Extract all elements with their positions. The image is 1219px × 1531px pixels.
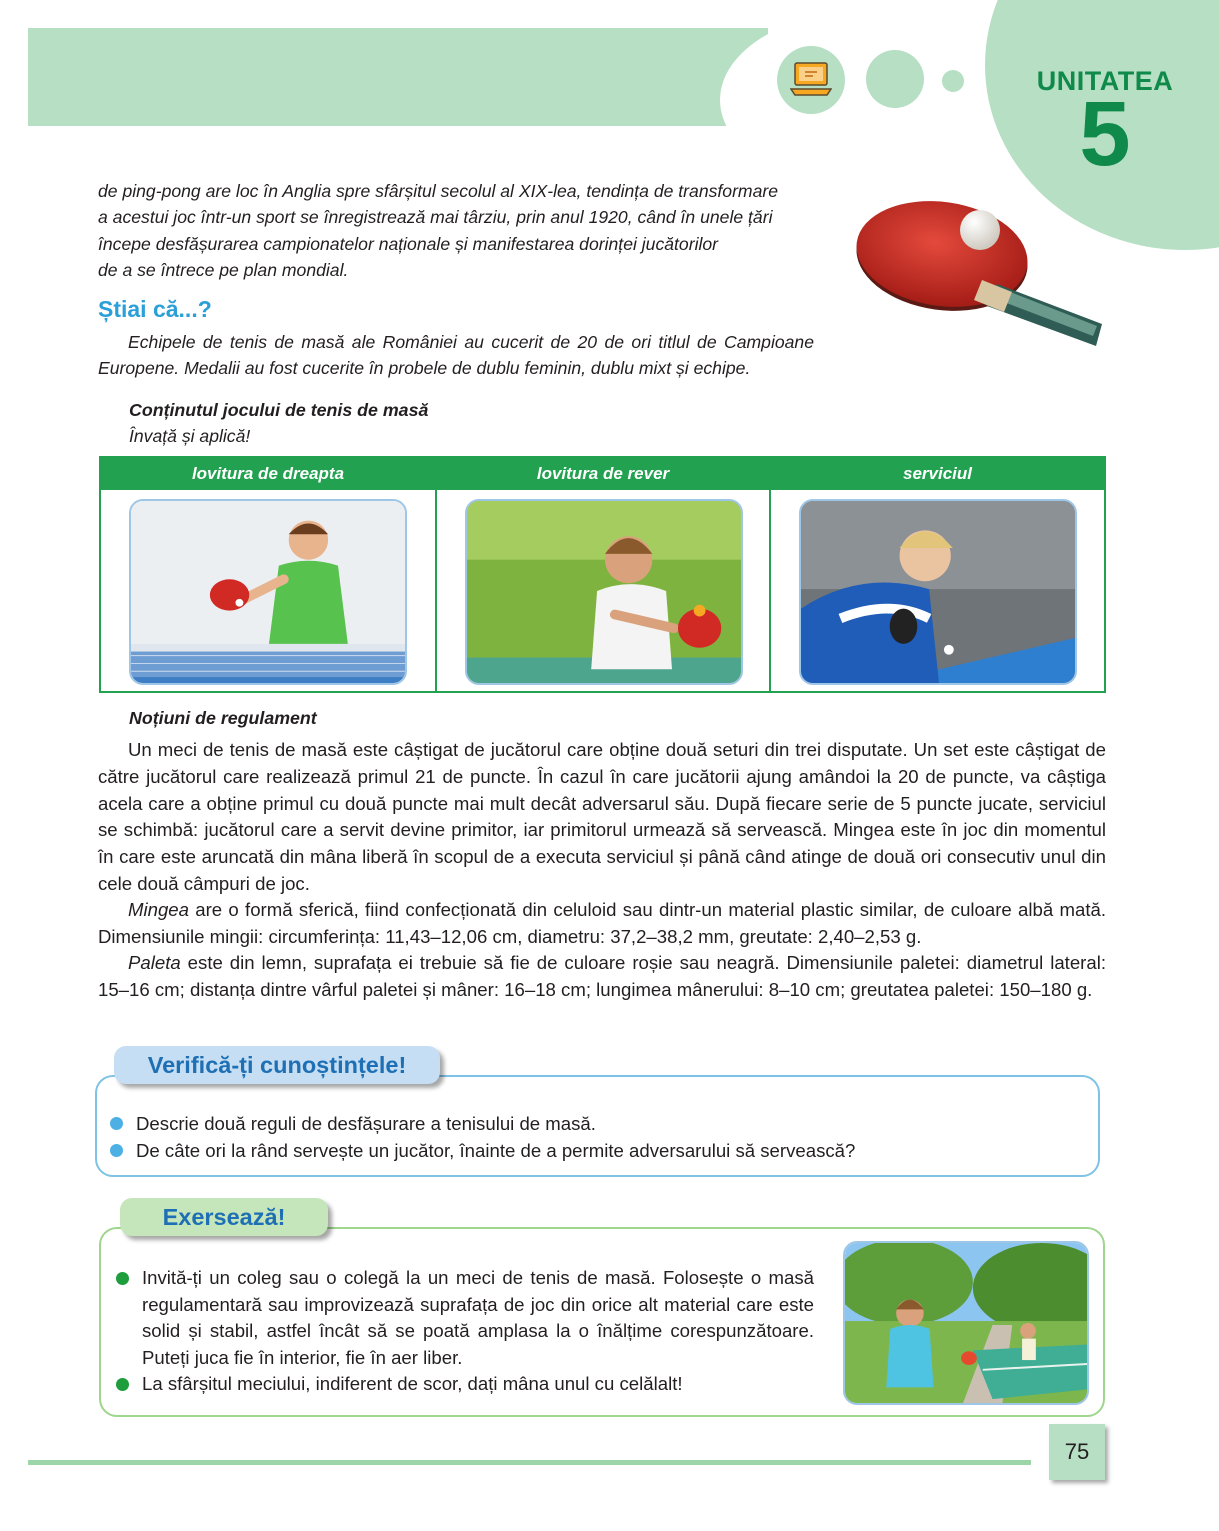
did-you-know-title: Știai că...? — [98, 296, 212, 322]
bullet-icon — [116, 1272, 129, 1285]
verify-list — [108, 1110, 1088, 1164]
forehand-photo — [129, 499, 407, 685]
decorative-dot — [942, 70, 964, 92]
bullet-icon — [116, 1378, 129, 1391]
header-notch — [720, 10, 1020, 190]
ball-term: Mingea — [128, 899, 189, 920]
serve-photo — [799, 499, 1077, 685]
stroke-header: lovitura de rever — [437, 458, 769, 490]
paddle-paragraph — [98, 950, 1106, 1004]
content-subtitle: Învață și aplică! — [129, 426, 251, 446]
verify-title: Verifică-ți cunoștințele! — [114, 1046, 440, 1084]
laptop-icon — [790, 60, 832, 98]
page-number: 75 — [1049, 1424, 1105, 1480]
exercise-list — [114, 1265, 814, 1398]
intro-line: de a se întrece pe plan mondial. — [98, 259, 349, 280]
ball-paragraph — [98, 897, 1106, 951]
header-band — [28, 28, 768, 126]
verify-item-text: De câte ori la rând servește un jucător, înainte de a permite adversarului să servească? — [136, 1140, 856, 1161]
stroke-column — [435, 458, 769, 691]
intro-line: de ping-pong are loc în Anglia spre sfârșitul secolul al XIX-lea, tendința de transformare — [98, 181, 779, 201]
intro-line: începe desfășurarea campionatelor naționale și manifestarea dorinței jucătorilor — [98, 233, 719, 254]
did-you-know-text: Echipele de tenis de masă ale României au cucerit de 20 de ori titlul de Campioane Europene. Medalii au fost cucerite în probele de dublu feminin, dublu mixt și echipe. — [98, 332, 814, 378]
exercise-title: Exersează! — [120, 1198, 328, 1236]
stroke-column — [769, 458, 1104, 691]
unit-number: 5 — [1079, 83, 1131, 185]
exercise-item-text: Invită-ți un coleg sau o colegă la un meci de tenis de masă. Folosește o masă regulamentară sau improvizează suprafața de joc din orice alt material care este solid și stabil, astfel încât să se poată amplasa la o înălțime corespunzătoare. Puteți juca fie în interior, fie în aer liber. — [142, 1267, 814, 1368]
stroke-column — [101, 458, 435, 691]
list-item — [108, 1137, 1088, 1164]
outdoor-table-tennis-photo — [843, 1241, 1089, 1405]
rules-title: Noțiuni de regulament — [129, 708, 317, 728]
backhand-photo — [465, 499, 743, 685]
decorative-dot — [866, 50, 924, 108]
rules-paragraph — [98, 737, 1106, 898]
bullet-icon — [110, 1117, 123, 1130]
list-item — [114, 1265, 814, 1371]
strokes-table — [99, 456, 1106, 693]
intro-paragraph — [98, 178, 812, 283]
verify-item-text: Descrie două reguli de desfășurare a tenisului de masă. — [136, 1113, 596, 1134]
unit-label: UNITATEA — [1036, 66, 1174, 96]
list-item — [114, 1371, 814, 1398]
content-title: Conținutul jocului de tenis de masă — [129, 400, 429, 420]
ball-paragraph-text: are o formă sferică, fiind confecționată din celuloid sau dintr-un material plastic similar, de culoare albă mată. Dimensiunile mingii: circumferința: 11,43–12,06 cm, diametru: 37,2–38,2 mm, greutate: 2,40–2,53 g. — [98, 899, 1106, 947]
list-item — [108, 1110, 1088, 1137]
intro-line: a acestui joc într-un sport se înregistrează mai târziu, prin anul 1920, când în unele țări — [98, 207, 773, 228]
paddle-term: Paleta — [128, 952, 181, 973]
bullet-icon — [110, 1144, 123, 1157]
footer-line — [28, 1460, 1031, 1465]
stroke-header: serviciul — [771, 458, 1104, 490]
stroke-header: lovitura de dreapta — [101, 458, 435, 490]
rules-paragraph-text: Un meci de tenis de masă este câștigat de jucătorul care obține două seturi din trei disputate. Un set este câștigat de către jucătorul care realizează primul 21 de puncte. În cazul în care jucătorii ajung amândoi la 20 de puncte, va câștiga acela care a obține primul cu două puncte mai mult decât adversarul său. După fiecare serie de 5 puncte jucate, serviciul se schimbă: jucătorul care a servit devine primitor, iar primitorul urmează să servească. Mingea este în joc din momentul în care este aruncată din mâna liberă în scopul de a executa serviciul și până când atinge de două ori consecutiv unul din cele două câmpuri de joc. — [98, 739, 1106, 894]
ping-pong-paddle-image — [852, 196, 1112, 356]
paddle-paragraph-text: este din lemn, suprafața ei trebuie să fie de culoare roșie sau neagră. Dimensiunile paletei: diametrul lateral: 15–16 cm; distanța dintre vârful paletei și mâner: 16–18 cm; lungimea mânerului: 8–10 cm; greutatea paletei: 150–180 g. — [98, 952, 1106, 1000]
exercise-item-text: La sfârșitul meciului, indiferent de scor, dați mâna unul cu celălalt! — [142, 1373, 683, 1395]
